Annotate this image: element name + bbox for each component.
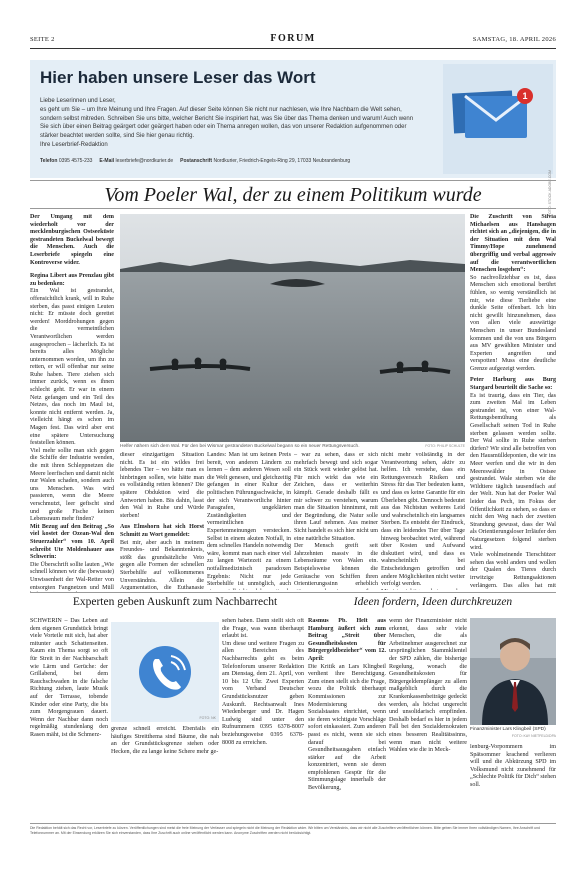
- klingbeil-headline: Ideen fordern, Ideen durchkreuzen: [353, 596, 513, 608]
- envelope-with-notification-icon: [443, 64, 553, 174]
- article-column-6: [470, 214, 556, 590]
- phone-number[interactable]: 0395 4575-233: [58, 158, 93, 164]
- letter-text: lenburg-Vorpommern im Spätsommer krachend verlieren will und die Abkürzung SPD im Volksmund nicht zunehmend für „Schlechte Politik für Dich“ stehen soll.: [470, 744, 556, 788]
- nachbarrecht-column-2: [111, 726, 219, 820]
- article-column-1: [30, 214, 114, 592]
- main-headline: Vom Poeler Wal, der zu einem Politikum wurde: [104, 184, 482, 206]
- nachbarrecht-headline: Experten geben Auskunft zum Nachbarrecht: [72, 596, 278, 608]
- divider: [30, 180, 556, 181]
- article-text: sehen haben. Dann stellt sich oft die Frage, was wann überhaupt erlaubt ist.: [222, 618, 304, 640]
- letter-author: Peter Harburg aus Burg Stargard beurteilt die Sache so:: [470, 377, 556, 392]
- email-label: E-Mail: [99, 158, 115, 164]
- letters-box-greeting: Liebe Leserinnen und Leser,: [40, 98, 116, 104]
- svg-text:1: 1: [522, 91, 528, 101]
- issue-date: SAMSTAG, 18. APRIL 2026: [472, 36, 556, 43]
- letters-box-signoff: Ihre Leserbrief-Redaktion: [40, 142, 108, 149]
- divider: [30, 592, 556, 593]
- section-title: FORUM: [270, 33, 316, 44]
- letter-author: Rasmus Pb. Helt aus Hamburg äußert sich zum Beitrag „Streit über Gesundheitskosten für Bürgergeldbezieher“ vom 12. April:: [308, 618, 386, 662]
- whale-rescue-photo: [120, 214, 465, 442]
- photo-credit: FOTO: PHILIP SCHULTE: [425, 444, 465, 448]
- nachbarrecht-column-1: [30, 618, 108, 820]
- letter-text: Der Mensch greift seit Jahrzehnten massiv in die Lebensräume von Walen ein. Beispielsweise können die Geräusche von Schiffen ihren Orientierungssinn erheblich: [294, 543, 378, 588]
- photo-caption: [120, 444, 465, 449]
- letter-text: Die Kritik an Lars Klingbeil verdient ihre Berechtigung. Zum einen stellt sich die Frage, wozu die Politik überhaupt Kommissionen zur Modernisierung des Sozialstaates einrichtet, wenn sie deren wichtigste Vorschläge sofort einkassiert. Zum anderen passt es nicht, wenn sie sich darauf bei Gesundheitsausgaben einfach stärker auf die Arbeit konzentriert, wenn sie deren empfohlenen Gespür für die Stimmungslage innerhalb der Bevölkerung,: [308, 663, 386, 792]
- letters-box-credit: FOTO: STOCK.ADOBE.COM: [548, 170, 552, 216]
- minister-caption-text: Finanzminister Lars Klingbeil (SPD): [470, 727, 546, 732]
- klingbeil-column-2: [389, 618, 467, 820]
- letter-author: Die Zuschrift von Silvia Michaelsen aus Hanshagen richtet sich an „diejenigen, die in der Situation mit dem Wal Timmy/Hope zunehmend übergriffig und verbal aggressiv auf die verantwortlichen Menschen losgehen“:: [470, 214, 556, 274]
- minister-photo-caption: [470, 727, 556, 739]
- letter-text: nicht mehr vollständig in der Verantwortung sehen, aktiv zu helfen. Ich verstehe, dass ein Rettungsversuch Risiken und Stress für das Tier bedeuten kann, und dass es keine Garantie für ein Überleben gibt. Dennoch bedeutet aus das Nichtstun weiteres Leid und wahrscheinlich ein langsames Sterben. Es entsteht der Eindruck, dass ein leidendes Tier über Tage hinweg beobachtet wird, während über Kosten und Aufwand diskutiert wird, und dass es wahrscheinlich bei Entscheidungen getroffen und andere Möglichkeiten nicht weiter verfolgt werden.: [381, 452, 465, 588]
- letters-box-body: es geht um Sie – um Ihre Meinung und Ihre Fragen. Auf dieser Seite können Sie nicht nur nachlesen, wie Ihre Nachbarn die Welt sehen, sondern selbst mitreden. Schreiben Sie uns bitte, welcher Bericht Sie inspiriert hat, was Sie über das Thema denken und warum! Auch wenn Sie sich über einen Beitrag geärgert oder geärgert haben oder ein Thema anregen wollen, das von unserer Redaktion aufgenommen oder stärker beachtet werden sollte, sind Sie hier genau richtig.: [40, 107, 414, 139]
- footer-disclaimer: Die Redaktion behält sich das Recht vor, Leserbriefe zu kürzen. Veröffentlichungen sind meist die freie Meinung der Verfasser und spiegeln nicht die Meinung der Redaktion wider. Wir bitten um Verständnis, dass wir nicht alle Zuschriften veröffentlichen können. Bitte geben Sie immer Ihren vollständigen Namen, Ihre Anschrift und Telefonnummer an. Mit der Einsendung erklären Sie sich einverstanden, dass Ihre Zuschrift auch online veröffentlicht werden kann. Anonyme Zuschriften werden nicht berücksichtigt.: [30, 823, 556, 835]
- letter-text: Viele wohlmeinende Tierschützer sehen das wohl anders und wollen der Qualen des Tieres durch irrwitzige Rettungsaktionen verlängern. Das alles hat mit: [470, 552, 556, 589]
- klingbeil-column-3: [470, 744, 556, 820]
- letter-text: Die Überschrift sollte lauten „Wie schnell können wir die (bewusste) Unwissenheit der Wal-Retter von entsorgten Fangnetzen und Müll: [30, 561, 114, 591]
- article-text: SCHWERIN – Das Leben auf dem eigenen Grundstück bringt viele Vorteile mit sich, hat aber mitunter auch Schattenseiten. Kaum ein Thema sorgt so oft für Streit in der Nachbarschaft wie Lärm und Gerüche: der Grillabend, bei dem Rauchschwaden in die falsche Richtung ziehen, laute Musik auf der Terrasse, tobende Kinder oder eine Party, die bis zum Morgengrauen dauert. Wenn der Nachbar dann noch regelmäßig stundenlang den Rasen mäht, ist die Schmerz-: [30, 618, 108, 738]
- letter-text: Viel mehr sollte man sich gegen die Schiffe der Industrie wenden, die mit ihren Schleppnetzen die Meere leerfischen und damit nicht nur Walen schaden, sondern auch uns Menschen. Was wird passieren, wenn die Meere verschmutzt, leer gefischt sind und große Fische keinen Lebensraum mehr finden?: [30, 447, 114, 523]
- letters-box-title: Hier haben unsere Leser das Wort: [40, 68, 316, 87]
- article-column-5: [381, 452, 465, 590]
- nachbarrecht-column-3: [222, 618, 304, 820]
- article-lead: Der Umgang mit dem wiederholt vor der mecklenburgischen Ostseeküste gestrandeten Buckelwal bewegt die Menschen. Auch die Leserbriefe spiegeln eine Kontroverse wider.: [30, 214, 114, 266]
- letters-contact-line: [40, 158, 460, 164]
- minister-photo-credit: FOTO: KAY NIETFELD/DPA: [511, 734, 556, 738]
- article-column-3: [207, 452, 291, 590]
- divider: [30, 208, 556, 209]
- post-label: Postanschrift: [180, 158, 213, 164]
- post-address: Nordkurier, Friedrich-Engels-Ring 29, 17033 Neubrandenburg: [213, 158, 351, 164]
- letter-text: [381, 589, 465, 590]
- letters-box-text: [40, 97, 420, 150]
- letter-author: Regina Libert aus Prenzlau gibt zu bedenken:: [30, 273, 114, 287]
- telephone-icon: [111, 622, 219, 722]
- klingbeil-column-1: [308, 618, 386, 820]
- letter-text: Landes: Man ist um keinen Preis bereit, von anderen Ländern zu lernen – dem anderen Wesen soll die Welt genesen, und gleichzeitig gefangen in einer Kultur der politischen Führungsschwäche, in der sich Verantwortliche hinter Paragrafen, ungeklärten Zuständigkeiten und vermeintlichen Expertenmeinungen verstecken. Selbst in einem akuten Notfall, in dem schnelles Handeln notwendig wäre, kommt man nach einer viel zu langen Wartezeit zu einem notfallmedizinisch paradoxen Ergebnis: Nicht nur jede Sterbehilfe ist unmöglich, auch: [207, 452, 291, 588]
- letter-text: wenn der Finanzminister nicht erkennt, dass sehr viele Menschen, die als Arbeitnehmer ausgerechnet zur ursprünglichen Stammklientel der SPD zählen, die bisherige Regelung, wonach die Gesundheitskosten für Bürgergeldempfänger zu allem maßgeblich durch die Krankenkassenbeiträge gedeckt werden, als höchst ungerecht und unsolidarisch empfinden. Deshalb bedarf es hier in jedem Fall bei den Sozialdemokraten eines besseren Realitätssinns, wenn man nicht weitere Wahlen wie die in Meck-: [389, 618, 467, 754]
- letter-text: dieser einzigartigen Situation nicht. Es ist ein wildes frei lebendes Tier – wo hätte man es hinbringen sollen, wie hätte man es vollständig retten können? Die spätere Obduktion wird die Antworten haben. Bis dahin, lasst den Wal in Ruhe und Würde sterben!: [120, 452, 204, 519]
- article-column-2: [120, 452, 204, 590]
- letter-text: Es ist traurig, dass ein Tier, das zum zweiten Mal im Leben gestrandet ist, von einer Wal-Rettungsbemühung als Gesellschaft seinen Tod in Ruhe sterben gelassen werden sollte. Der Wal sollte in Ruhe sterben dürfen? Wir sind alle betroffen von den Hausmülldeponien, die wir ins Meer werfen und die wir in den Meereswälder in Ostsee gestrandet. Wale sterben wie die Wildtiere täglich tausendfach auf der Welt. Nun hat der Poeler Wal leider das Pech, im Fokus der Öffentlichkeit zu stehen, so dass er nicht den Weg nach der zweiten Strandung gewusst, dass der Wal als Orientierungsloser Irrläufer den Naturgesetzen folgend sterben wird.: [470, 392, 556, 551]
- letter-author: Mit Bezug auf den Beitrag „So viel kostet der Ozean-Wal den Steuerzahler“ vom 10. April schreibt Ute Moldenhauer aus Schwerin:: [30, 523, 114, 561]
- minister-photo: [470, 618, 556, 725]
- letter-author: Aus Elmshorn hat sich Horst Schmitt zu Wort gemeldet:: [120, 524, 204, 538]
- letter-text: So nachvollziehbar es ist, dass Menschen sich emotional berührt fühlen, so wenig verständlich ist mir, wie diese Tierliebe eine dunkle Seite offenbart. Ich bin nicht gewillt hinzunehmen, dass von allen viele auswärtige Menschen in unser Bundesland kommen und die von uns Bürgern aus MV gewählten Minister und Experten angreifen und verspotten! Muss eine deutliche Grenze aufgezeigt werden.: [470, 274, 556, 372]
- phone-photo-credit: FOTO: NK: [199, 716, 216, 720]
- page-number: SEITE 2: [30, 36, 55, 43]
- phone-label: Telefon: [40, 158, 58, 164]
- email-link[interactable]: leserbriefe@nordkurier.de: [115, 158, 174, 164]
- article-text: grenze schnell erreicht. Ebenfalls ein häufiges Streitthema sind Bäume, die nah an der Grundstücksgrenze stehen oder Hecken, die zu lange keine Schere mehr ge-: [111, 726, 219, 755]
- letter-text: Ein Wal ist gestrandet, offensichtlich krank, will in Ruhe sterben, das passt einigen Leuten nicht: Er müsste doch gerettet werden! Morddrohungen gegen die vermeintlichen Verantwortlichen werden ausgesprochen – lächerlich. Es ist bereits alles Mögliche unternommen worden, um ihn zu retten, er will offenbar nur seine Ruhe haben. Tiere ziehen sich immer zurück, wenn es ihnen schlecht geht. Er war in einem Netz gefangen und ein Teil des Netzes, das noch im Maul ist, konnte nicht entfernt werden. Ja, vielleicht hängt es schon im Magen fest. Das wird aber erst eine spätere Untersuchung feststellen können.: [30, 288, 114, 447]
- photo-caption-text: Helfer nähern sich dem Wal. Für den bei Wismar gestrandeten Buckelwal begann so ein neuer Rettungsversuch.: [120, 444, 360, 449]
- article-text: Um diese und weitere Fragen zu allen Bereichen des Nachbarrechts geht es beim Telefonforum unserer Redaktion am Dienstag, dem 21. April, von 10 bis 12 Uhr. Zwei Experten vom Verband Deutscher Grundstücksnutzer geben Auskunft. Rechtsanwalt Ines Wiedenberger und Dr. Hagen Ludwig sind unter den Rufnummern 0395 6378-8007 beziehungsweise 0395 6378-8008 zu erreichen.: [222, 640, 304, 746]
- article-column-4: [294, 452, 378, 590]
- page-header: [30, 33, 556, 49]
- letter-text: – war zu sehen, dass er sich mehrfach bewegt und sich sogar ein Stück weit wieder gelöst hat. Für mich wirkt das wie ein Zeichen, dass er weiterhin kämpft. Gerade deshalb fällt es mir schwer zu verstehen, warum man die Situation hinnimmt, mit der Begründung, die Natur solle ihren Lauf nehmen. Aus meiner Sicht handelt es sich hier nicht um eine natürliche Situation.: [294, 452, 378, 542]
- letter-text: Bei mir, aber auch in meinem Freundes- und Bekanntenkreis, stößt das grundsätzliche Veto gegen alle Formen der schnellen Sterbehilfe auf vollkommenes Unverständnis. Allein die Argumentation, die Euthanasie: [120, 539, 204, 590]
